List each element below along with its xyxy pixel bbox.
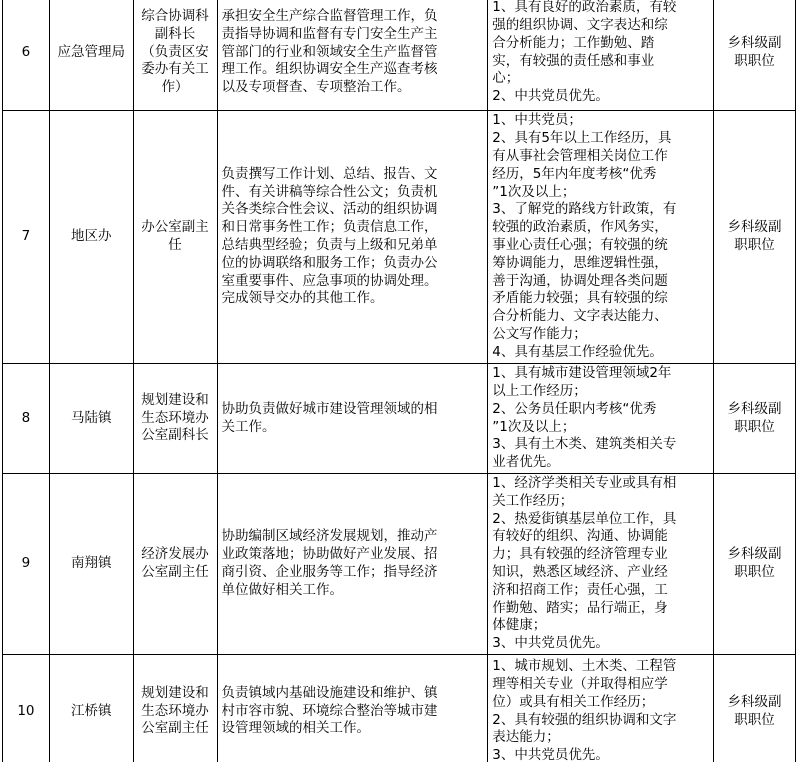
level-line: 乡科级副 bbox=[727, 693, 782, 710]
position-line: 生态环境办 bbox=[141, 702, 209, 719]
requirement-line: 经历，5年内年度考核“优秀 bbox=[492, 165, 657, 182]
duty-cell bbox=[217, 474, 488, 655]
position-cell bbox=[133, 474, 217, 655]
requirement-line: 1、具有良好的政治素质，有较 bbox=[492, 0, 677, 16]
requirement-line: 知识，熟悉区域经济、产业经 bbox=[492, 564, 668, 580]
position-line: 规划建设和 bbox=[141, 684, 209, 701]
level-line: 乡科级副 bbox=[727, 546, 782, 563]
requirement-line: 1、中共党员； bbox=[492, 112, 582, 129]
requirement-line: ”1次及以上； bbox=[492, 418, 576, 435]
table-row bbox=[3, 655, 796, 762]
duty-line: 室重要事件、应急事项的协调处理。 bbox=[221, 272, 438, 289]
duty-line: 位的协调联络和服务工作；负责办公 bbox=[221, 254, 438, 271]
position-cell bbox=[133, 655, 217, 762]
requirement-line: 业者优先。 bbox=[492, 454, 560, 471]
requirement-line: 2、热爱街镇基层单位工作，具 bbox=[492, 510, 677, 527]
duty-line: 负责镇域内基础设施建设和维护、镇 bbox=[221, 684, 438, 701]
requirement-line: 善于沟通，协调处理各类问题 bbox=[492, 272, 668, 289]
requirement-line: 以上工作经历； bbox=[492, 382, 587, 399]
requirement-cell bbox=[488, 655, 714, 762]
duty-line: 关各类综合性会议、活动的组织协调 bbox=[221, 201, 438, 218]
requirement-line: 2、中共党员优先。 bbox=[492, 88, 609, 105]
row-number: 7 bbox=[3, 111, 50, 364]
position-cell bbox=[133, 111, 217, 364]
requirement-line: 1、经济学类相关专业或具有相 bbox=[492, 475, 677, 492]
level-line: 乡科级副 bbox=[727, 34, 782, 51]
requirement-line: 筹协调能力，思维逻辑性强， bbox=[492, 254, 668, 271]
requirement-line: 2、具有较强的组织协调和文字 bbox=[492, 711, 677, 728]
requirement-line: 关工作经历； bbox=[492, 492, 574, 509]
position-line: 办公室副主 bbox=[141, 219, 209, 236]
duty-line: 完成领导交办的其他工作。 bbox=[221, 290, 384, 307]
requirement-line: 心； bbox=[492, 70, 520, 87]
requirement-line: 较强的政治素质，作风务实， bbox=[492, 219, 668, 236]
position-line: （负责区安 bbox=[141, 43, 209, 60]
position-line: 公室副科长 bbox=[141, 427, 209, 444]
duty-line: 协助编制区域经济发展规划，推动产 bbox=[221, 528, 438, 545]
duty-line: 以及专项督查、专项整治工作。 bbox=[221, 79, 411, 96]
requirement-line: 实，有较强的责任感和事业 bbox=[492, 52, 655, 69]
requirement-line: 强的组织协调、文字表达和综 bbox=[492, 16, 668, 33]
duty-line: 管部门的行业和领域安全生产监督管 bbox=[221, 43, 438, 60]
requirement-line: 2、具有5年以上工作经历，具 bbox=[492, 130, 672, 147]
duty-line: 商引资、企业服务等工作；指导经济 bbox=[221, 564, 438, 580]
requirement-line: 有较好的组织、沟通、协调能 bbox=[492, 528, 668, 545]
requirement-cell bbox=[488, 364, 714, 474]
requirement-line: 公文写作能力； bbox=[492, 325, 587, 342]
duty-line: 村市容市貌、环境综合整治等城市建 bbox=[221, 702, 438, 719]
requirement-line: 4、具有基层工作经验优先。 bbox=[492, 343, 663, 360]
requirement-cell bbox=[488, 111, 714, 364]
requirement-line: 作勤勉、踏实；品行端正，身 bbox=[492, 599, 668, 616]
row-number: 9 bbox=[3, 474, 50, 655]
position-line: 生态环境办 bbox=[141, 409, 209, 426]
department-cell: 江桥镇 bbox=[49, 655, 133, 762]
position-cell bbox=[133, 0, 217, 111]
level-line: 乡科级副 bbox=[727, 219, 782, 236]
table-row bbox=[3, 111, 796, 364]
duty-line: 总结典型经验；负责与上级和兄弟单 bbox=[221, 237, 438, 253]
duty-line: 责指导协调和监督有专门安全生产主 bbox=[221, 25, 438, 42]
requirement-line: 理等相关专业（并取得相应学 bbox=[492, 675, 668, 692]
requirement-line: 3、了解党的路线方针政策，有 bbox=[492, 201, 677, 218]
duty-line: 和日常事务性工作；负责信息工作， bbox=[221, 219, 438, 236]
duty-line: 业政策落地；协助做好产业发展、招 bbox=[221, 546, 438, 563]
duty-line: 设管理领域的相关工作。 bbox=[221, 720, 370, 737]
row-number: 10 bbox=[3, 655, 50, 762]
position-line: 公室副主任 bbox=[141, 720, 209, 737]
requirement-line: 3、具有土木类、建筑类相关专 bbox=[492, 436, 677, 453]
requirement-line: 3、中共党员优先。 bbox=[492, 635, 609, 652]
level-line: 职职位 bbox=[734, 564, 775, 580]
duty-line: 件、有关讲稿等综合性公文；负责机 bbox=[221, 183, 438, 200]
duty-line: 理工作。组织协调安全生产巡查考核 bbox=[221, 61, 438, 78]
position-line: 作） bbox=[161, 79, 189, 96]
department-cell: 南翔镇 bbox=[49, 474, 133, 655]
duty-cell bbox=[217, 364, 488, 474]
position-line: 委办有关工 bbox=[141, 61, 209, 78]
position-line: 公室副主任 bbox=[141, 564, 209, 580]
level-cell bbox=[714, 0, 796, 111]
requirement-line: ”1次及以上； bbox=[492, 183, 576, 200]
position-line: 任 bbox=[168, 237, 182, 253]
position-line: 规划建设和 bbox=[141, 391, 209, 408]
requirement-line: 2、公务员任职内考核“优秀 bbox=[492, 400, 657, 417]
department-cell: 马陆镇 bbox=[49, 364, 133, 474]
requirement-line: 合分析能力；工作勤勉、踏 bbox=[492, 34, 655, 51]
table-row bbox=[3, 474, 796, 655]
position-line: 综合协调科 bbox=[141, 8, 209, 24]
level-cell bbox=[714, 364, 796, 474]
requirement-line: 有从事社会管理相关岗位工作 bbox=[492, 148, 668, 165]
department-cell: 应急管理局 bbox=[49, 0, 133, 111]
requirement-line: 矛盾能力较强；具有较强的综 bbox=[492, 290, 668, 307]
level-line: 职职位 bbox=[734, 237, 775, 253]
table-row bbox=[3, 0, 796, 111]
position-line: 经济发展办 bbox=[141, 546, 209, 563]
level-line: 乡科级副 bbox=[727, 400, 782, 417]
position-cell bbox=[133, 364, 217, 474]
level-line: 职职位 bbox=[734, 711, 775, 728]
row-number: 6 bbox=[3, 0, 50, 111]
duty-line: 承担安全生产综合监督管理工作，负 bbox=[221, 8, 438, 24]
requirement-line: 济和招商工作；责任心强，工 bbox=[492, 581, 668, 598]
requirement-line: 合分析能力、文字表达能力、 bbox=[492, 308, 668, 325]
requirement-line: 体健康； bbox=[492, 617, 547, 634]
duty-line: 负责撰写工作计划、总结、报告、文 bbox=[221, 165, 438, 182]
duty-line: 关工作。 bbox=[221, 418, 276, 435]
duty-line: 协助负责做好城市建设管理领域的相 bbox=[221, 400, 438, 417]
requirement-cell bbox=[488, 474, 714, 655]
requirement-line: 表达能力； bbox=[492, 729, 560, 746]
requirement-line: 1、具有城市建设管理领域2年 bbox=[492, 365, 672, 382]
level-line: 职职位 bbox=[734, 418, 775, 435]
table-row bbox=[3, 364, 796, 474]
requirement-cell bbox=[488, 0, 714, 111]
position-table bbox=[2, 0, 796, 762]
position-line: 副科长 bbox=[154, 25, 196, 42]
requirement-line: 力；具有较强的经济管理专业 bbox=[492, 546, 668, 563]
requirement-line: 事业心责任心强；有较强的统 bbox=[492, 237, 668, 253]
duty-cell bbox=[217, 0, 488, 111]
level-line: 职职位 bbox=[734, 52, 775, 69]
row-number: 8 bbox=[3, 364, 50, 474]
duty-line: 单位做好相关工作。 bbox=[221, 581, 343, 598]
duty-cell bbox=[217, 111, 488, 364]
requirement-line: 位）或具有相关工作经历； bbox=[492, 693, 655, 710]
level-cell bbox=[714, 655, 796, 762]
level-cell bbox=[714, 474, 796, 655]
level-cell bbox=[714, 111, 796, 364]
department-cell: 地区办 bbox=[49, 111, 133, 364]
duty-cell bbox=[217, 655, 488, 762]
requirement-line: 3、中共党员优先。 bbox=[492, 747, 609, 762]
requirement-line: 1、城市规划、土木类、工程管 bbox=[492, 658, 677, 675]
